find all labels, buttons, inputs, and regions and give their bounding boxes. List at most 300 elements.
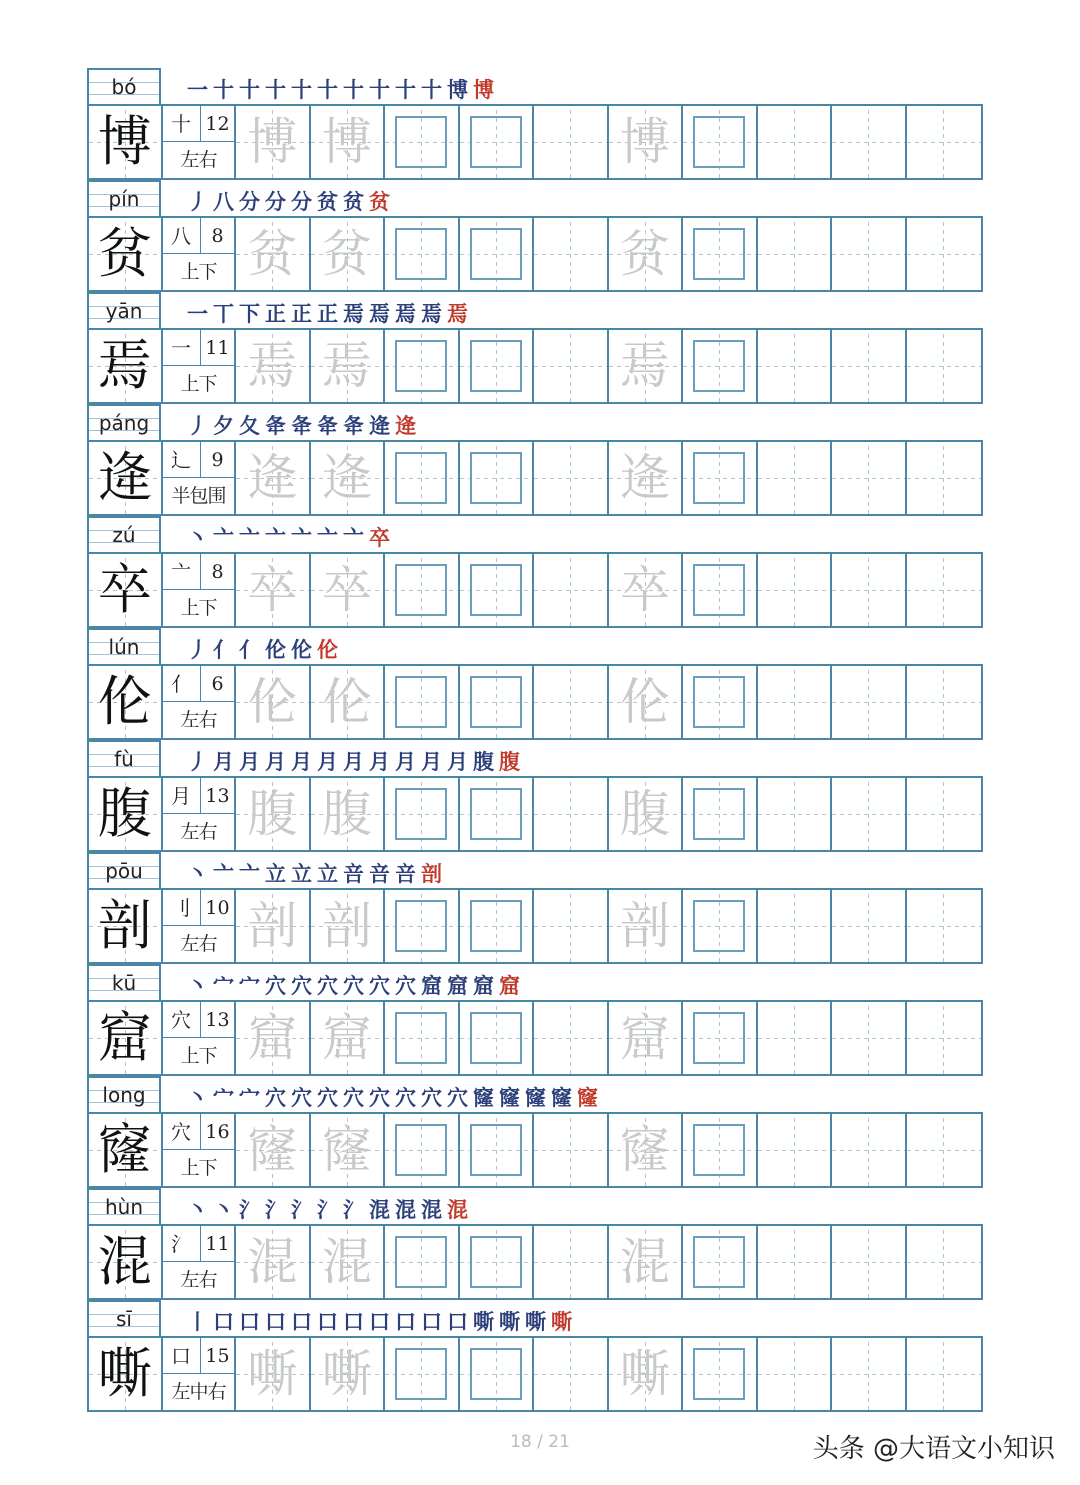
stroke-step: 窿 [473, 1085, 499, 1110]
stroke-step: 口 [343, 1309, 369, 1334]
stroke-step: 月 [239, 749, 265, 774]
trace-cell[interactable]: 贫 [609, 218, 684, 290]
stroke-step: 穴 [291, 1085, 317, 1110]
trace-cell[interactable]: 卒 [311, 554, 386, 626]
blank-cell[interactable] [907, 1002, 981, 1074]
character-row [87, 964, 983, 1076]
stroke-step: 宀 [213, 1085, 239, 1110]
pinyin-label: long [87, 1076, 161, 1112]
stroke-step: 一 [187, 301, 213, 326]
blank-cell[interactable] [758, 330, 833, 402]
trace-cell[interactable]: 焉 [609, 330, 684, 402]
writing-box [470, 1124, 522, 1176]
radical-label: 辶 [163, 442, 201, 478]
structure-label: 上下 [180, 597, 217, 619]
structure-label: 左右 [180, 149, 217, 171]
writing-box-cell[interactable] [460, 666, 535, 738]
pinyin-band [87, 180, 983, 216]
practice-grid [87, 776, 983, 852]
trace-cell[interactable]: 嘶 [609, 1338, 684, 1410]
stroke-step: 下 [239, 301, 265, 326]
writing-box-cell[interactable] [460, 106, 535, 178]
blank-cell[interactable] [534, 1002, 609, 1074]
stroke-step: 亠 [265, 525, 291, 550]
trace-cell[interactable]: 窿 [609, 1114, 684, 1186]
stroke-step: 十 [317, 77, 343, 102]
writing-box [470, 340, 522, 392]
character-row [87, 1076, 983, 1188]
pinyin-label: pín [87, 180, 161, 216]
stroke-step: 博 [473, 77, 499, 102]
blank-cell[interactable] [758, 890, 833, 962]
blank-cell[interactable] [534, 1338, 609, 1410]
writing-box-cell[interactable] [385, 106, 460, 178]
stroke-step: 亻 [239, 637, 265, 662]
trace-cell[interactable]: 博 [609, 106, 684, 178]
stroke-step: 亠 [317, 525, 343, 550]
writing-box [470, 788, 522, 840]
writing-box [470, 900, 522, 952]
writing-box [470, 1012, 522, 1064]
stroke-step: 立 [317, 861, 343, 886]
blank-cell[interactable] [758, 1114, 833, 1186]
stroke-step: 咅 [395, 861, 421, 886]
stroke-step: 焉 [369, 301, 395, 326]
model-character: 腹 [89, 778, 163, 850]
stroke-step: 丶 [187, 525, 213, 550]
model-character: 混 [89, 1226, 163, 1298]
stroke-step: 窿 [499, 1085, 525, 1110]
trace-cell[interactable]: 伦 [236, 666, 311, 738]
stroke-step: 口 [421, 1309, 447, 1334]
stroke-step: 十 [369, 77, 395, 102]
stroke-order [187, 74, 499, 104]
blank-cell[interactable] [832, 1226, 907, 1298]
character-row [87, 180, 983, 292]
stroke-step: 亠 [213, 525, 239, 550]
blank-cell[interactable] [832, 1114, 907, 1186]
writing-box-cell[interactable] [683, 1338, 758, 1410]
blank-cell[interactable] [907, 106, 981, 178]
character-info [163, 1226, 237, 1298]
trace-cell[interactable]: 嘶 [311, 1338, 386, 1410]
stroke-step: 口 [395, 1309, 421, 1334]
blank-cell[interactable] [534, 218, 609, 290]
blank-cell[interactable] [832, 106, 907, 178]
stroke-count: 8 [201, 554, 235, 590]
trace-cell[interactable]: 焉 [311, 330, 386, 402]
trace-cell[interactable]: 混 [609, 1226, 684, 1298]
trace-cell[interactable]: 腹 [236, 778, 311, 850]
trace-cell[interactable]: 博 [311, 106, 386, 178]
trace-cell[interactable]: 卒 [609, 554, 684, 626]
character-row [87, 1300, 983, 1412]
stroke-step: 夕 [213, 413, 239, 438]
writing-box-cell[interactable] [683, 778, 758, 850]
writing-box-cell[interactable] [385, 1338, 460, 1410]
trace-cell[interactable]: 焉 [236, 330, 311, 402]
pinyin-label: yān [87, 292, 161, 328]
writing-box-cell[interactable] [683, 1002, 758, 1074]
blank-cell[interactable] [832, 1338, 907, 1410]
stroke-step: 正 [265, 301, 291, 326]
writing-box-cell[interactable] [460, 1002, 535, 1074]
stroke-step: 分 [265, 189, 291, 214]
stroke-step: 穴 [395, 973, 421, 998]
stroke-step: 八 [213, 189, 239, 214]
pinyin-band [87, 516, 983, 552]
character-info [163, 218, 237, 290]
stroke-step: 口 [317, 1309, 343, 1334]
trace-cell[interactable]: 混 [236, 1226, 311, 1298]
blank-cell[interactable] [907, 1114, 981, 1186]
writing-box-cell[interactable] [683, 330, 758, 402]
stroke-step: 氵 [265, 1197, 291, 1222]
stroke-step: 亠 [343, 525, 369, 550]
stroke-step: 氵 [239, 1197, 265, 1222]
blank-cell[interactable] [907, 778, 981, 850]
pinyin-band [87, 292, 983, 328]
blank-cell[interactable] [534, 554, 609, 626]
blank-cell[interactable] [832, 554, 907, 626]
stroke-count: 10 [201, 890, 235, 926]
writing-box [693, 676, 745, 728]
practice-grid [87, 1112, 983, 1188]
radical-label: 口 [163, 1338, 201, 1374]
writing-box-cell[interactable] [683, 890, 758, 962]
blank-cell[interactable] [907, 554, 981, 626]
character-info [163, 1114, 237, 1186]
writing-box-cell[interactable] [460, 1338, 535, 1410]
stroke-step: 逄 [395, 413, 421, 438]
character-info [163, 778, 237, 850]
stroke-step: 口 [213, 1309, 239, 1334]
model-character: 贫 [89, 218, 163, 290]
stroke-step: 伦 [291, 637, 317, 662]
writing-box-cell[interactable] [385, 218, 460, 290]
trace-cell[interactable]: 剖 [236, 890, 311, 962]
writing-box [693, 452, 745, 504]
blank-cell[interactable] [758, 1226, 833, 1298]
writing-box-cell[interactable] [385, 666, 460, 738]
writing-box-cell[interactable] [385, 1002, 460, 1074]
trace-cell[interactable]: 窿 [236, 1114, 311, 1186]
stroke-order [187, 298, 473, 328]
pinyin-label: páng [87, 404, 161, 440]
writing-box-cell[interactable] [683, 554, 758, 626]
writing-box-cell[interactable] [683, 1114, 758, 1186]
trace-cell[interactable]: 贫 [311, 218, 386, 290]
structure-label: 左右 [180, 933, 217, 955]
blank-cell[interactable] [534, 330, 609, 402]
stroke-order [187, 410, 421, 440]
trace-cell[interactable]: 腹 [609, 778, 684, 850]
pinyin-band [87, 68, 983, 104]
blank-cell[interactable] [758, 666, 833, 738]
writing-box [470, 228, 522, 280]
stroke-step: 氵 [291, 1197, 317, 1222]
blank-cell[interactable] [907, 666, 981, 738]
blank-cell[interactable] [832, 666, 907, 738]
writing-box [693, 1348, 745, 1400]
stroke-step: 宀 [213, 973, 239, 998]
stroke-step: 焉 [395, 301, 421, 326]
structure-label: 左右 [180, 821, 217, 843]
stroke-count: 11 [201, 330, 235, 366]
trace-cell[interactable]: 逄 [311, 442, 386, 514]
blank-cell[interactable] [534, 666, 609, 738]
structure-label: 左右 [180, 1269, 217, 1291]
stroke-step: 丿 [187, 637, 213, 662]
stroke-step: 十 [395, 77, 421, 102]
writing-box-cell[interactable] [683, 442, 758, 514]
writing-box [395, 1236, 447, 1288]
writing-box [470, 452, 522, 504]
stroke-step: 夅 [265, 413, 291, 438]
blank-cell[interactable] [758, 1002, 833, 1074]
blank-cell[interactable] [907, 1338, 981, 1410]
stroke-step: 月 [343, 749, 369, 774]
model-character: 剖 [89, 890, 163, 962]
stroke-step: 夅 [343, 413, 369, 438]
blank-cell[interactable] [907, 218, 981, 290]
stroke-step: 口 [239, 1309, 265, 1334]
stroke-step: 十 [213, 77, 239, 102]
stroke-count: 12 [201, 106, 235, 142]
model-character: 伦 [89, 666, 163, 738]
stroke-step: 嘶 [525, 1309, 551, 1334]
stroke-step: 月 [447, 749, 473, 774]
writing-box-cell[interactable] [460, 890, 535, 962]
writing-box-cell[interactable] [385, 554, 460, 626]
writing-box [693, 564, 745, 616]
trace-cell[interactable]: 窟 [609, 1002, 684, 1074]
trace-cell[interactable]: 贫 [236, 218, 311, 290]
practice-grid [87, 104, 983, 180]
writing-box-cell[interactable] [385, 778, 460, 850]
stroke-step: 混 [369, 1197, 395, 1222]
trace-cell[interactable]: 逄 [236, 442, 311, 514]
radical-label: 穴 [163, 1002, 201, 1038]
stroke-step: 焉 [421, 301, 447, 326]
writing-box [470, 116, 522, 168]
radical-label: 月 [163, 778, 201, 814]
model-character: 逄 [89, 442, 163, 514]
trace-cell[interactable]: 剖 [609, 890, 684, 962]
writing-box [693, 228, 745, 280]
writing-box-cell[interactable] [683, 218, 758, 290]
trace-cell[interactable]: 嘶 [236, 1338, 311, 1410]
trace-cell[interactable]: 窟 [311, 1002, 386, 1074]
radical-label: 氵 [163, 1226, 201, 1262]
stroke-step: 丿 [187, 413, 213, 438]
pinyin-band [87, 852, 983, 888]
stroke-step: 十 [291, 77, 317, 102]
stroke-step: 口 [447, 1309, 473, 1334]
stroke-step: 混 [395, 1197, 421, 1222]
writing-box [395, 564, 447, 616]
character-info [163, 666, 237, 738]
pinyin-band [87, 628, 983, 664]
stroke-step: 亠 [213, 861, 239, 886]
blank-cell[interactable] [907, 1226, 981, 1298]
structure-label: 左右 [180, 709, 217, 731]
blank-cell[interactable] [758, 106, 833, 178]
stroke-count: 13 [201, 778, 235, 814]
stroke-step: 月 [317, 749, 343, 774]
stroke-order [187, 634, 343, 664]
structure-label: 左中右 [171, 1381, 226, 1403]
writing-box-cell[interactable] [460, 778, 535, 850]
stroke-step: 十 [265, 77, 291, 102]
blank-cell[interactable] [534, 106, 609, 178]
stroke-step: 丿 [187, 749, 213, 774]
practice-grid [87, 664, 983, 740]
stroke-step: 穴 [265, 1085, 291, 1110]
stroke-count: 15 [201, 1338, 235, 1374]
stroke-step: 卒 [369, 525, 395, 550]
trace-cell[interactable]: 腹 [311, 778, 386, 850]
trace-cell[interactable]: 混 [311, 1226, 386, 1298]
trace-cell[interactable]: 剖 [311, 890, 386, 962]
stroke-step: 窿 [577, 1085, 603, 1110]
stroke-step: 穴 [421, 1085, 447, 1110]
writing-box-cell[interactable] [460, 442, 535, 514]
stroke-step: 混 [421, 1197, 447, 1222]
trace-cell[interactable]: 伦 [311, 666, 386, 738]
pinyin-band [87, 1188, 983, 1224]
stroke-step: 咅 [369, 861, 395, 886]
blank-cell[interactable] [832, 890, 907, 962]
model-character: 窿 [89, 1114, 163, 1186]
blank-cell[interactable] [907, 442, 981, 514]
stroke-step: 贫 [317, 189, 343, 214]
pinyin-band [87, 740, 983, 776]
stroke-step: 丶 [187, 1197, 213, 1222]
model-character: 嘶 [89, 1338, 163, 1410]
structure-label: 上下 [180, 373, 217, 395]
writing-box [693, 340, 745, 392]
pinyin-label: sī [87, 1300, 161, 1336]
stroke-step: 分 [239, 189, 265, 214]
stroke-step: 穴 [343, 973, 369, 998]
stroke-step: 穴 [291, 973, 317, 998]
blank-cell[interactable] [534, 442, 609, 514]
blank-cell[interactable] [832, 330, 907, 402]
radical-label: 亠 [163, 554, 201, 590]
character-info [163, 554, 237, 626]
radical-label: 亻 [163, 666, 201, 702]
writing-box-cell[interactable] [683, 1226, 758, 1298]
character-info [163, 890, 237, 962]
trace-cell[interactable]: 窿 [311, 1114, 386, 1186]
blank-cell[interactable] [907, 890, 981, 962]
blank-cell[interactable] [534, 1226, 609, 1298]
stroke-step: 立 [291, 861, 317, 886]
stroke-step: 窟 [421, 973, 447, 998]
stroke-order [187, 522, 395, 552]
stroke-step: 月 [213, 749, 239, 774]
stroke-order [187, 1306, 577, 1336]
blank-cell[interactable] [758, 442, 833, 514]
practice-grid [87, 1000, 983, 1076]
radical-label: 刂 [163, 890, 201, 926]
writing-box-cell[interactable] [385, 1226, 460, 1298]
pinyin-label: pōu [87, 852, 161, 888]
stroke-step: 丅 [213, 301, 239, 326]
writing-box-cell[interactable] [385, 330, 460, 402]
blank-cell[interactable] [534, 1114, 609, 1186]
blank-cell[interactable] [832, 1002, 907, 1074]
blank-cell[interactable] [832, 442, 907, 514]
stroke-step: 贫 [369, 189, 395, 214]
pinyin-band [87, 1300, 983, 1336]
stroke-count: 16 [201, 1114, 235, 1150]
writing-box-cell[interactable] [683, 106, 758, 178]
stroke-step: 焉 [447, 301, 473, 326]
blank-cell[interactable] [832, 218, 907, 290]
blank-cell[interactable] [534, 890, 609, 962]
blank-cell[interactable] [907, 330, 981, 402]
blank-cell[interactable] [534, 778, 609, 850]
stroke-count: 8 [201, 218, 235, 254]
practice-grid [87, 216, 983, 292]
writing-box [693, 116, 745, 168]
trace-cell[interactable]: 博 [236, 106, 311, 178]
stroke-step: 穴 [317, 973, 343, 998]
stroke-count: 13 [201, 1002, 235, 1038]
trace-cell[interactable]: 逄 [609, 442, 684, 514]
writing-box-cell[interactable] [385, 442, 460, 514]
writing-box-cell[interactable] [385, 890, 460, 962]
writing-box [395, 1012, 447, 1064]
character-row [87, 852, 983, 964]
stroke-step: 正 [291, 301, 317, 326]
writing-box-cell[interactable] [460, 218, 535, 290]
writing-box-cell[interactable] [683, 666, 758, 738]
radical-label: 一 [163, 330, 201, 366]
stroke-step: 穴 [447, 1085, 473, 1110]
writing-box-cell[interactable] [385, 1114, 460, 1186]
stroke-order [187, 858, 447, 888]
pinyin-band [87, 1076, 983, 1112]
blank-cell[interactable] [758, 218, 833, 290]
trace-cell[interactable]: 卒 [236, 554, 311, 626]
trace-cell[interactable]: 伦 [609, 666, 684, 738]
writing-box [693, 1124, 745, 1176]
writing-box-cell[interactable] [460, 554, 535, 626]
blank-cell[interactable] [832, 778, 907, 850]
writing-box-cell[interactable] [460, 330, 535, 402]
pinyin-label: hùn [87, 1188, 161, 1224]
watermark: 头条 @大语文小知识 [812, 1434, 1055, 1464]
writing-box [395, 1348, 447, 1400]
stroke-step: 窿 [525, 1085, 551, 1110]
blank-cell[interactable] [758, 1338, 833, 1410]
structure-label: 上下 [180, 261, 217, 283]
writing-box [395, 900, 447, 952]
writing-box-cell[interactable] [460, 1114, 535, 1186]
stroke-step: 穴 [343, 1085, 369, 1110]
structure-label: 半包围 [171, 485, 226, 507]
writing-box-cell[interactable] [460, 1226, 535, 1298]
trace-cell[interactable]: 窟 [236, 1002, 311, 1074]
writing-box [395, 788, 447, 840]
stroke-step: 咅 [343, 861, 369, 886]
writing-box [395, 1124, 447, 1176]
blank-cell[interactable] [758, 778, 833, 850]
blank-cell[interactable] [758, 554, 833, 626]
